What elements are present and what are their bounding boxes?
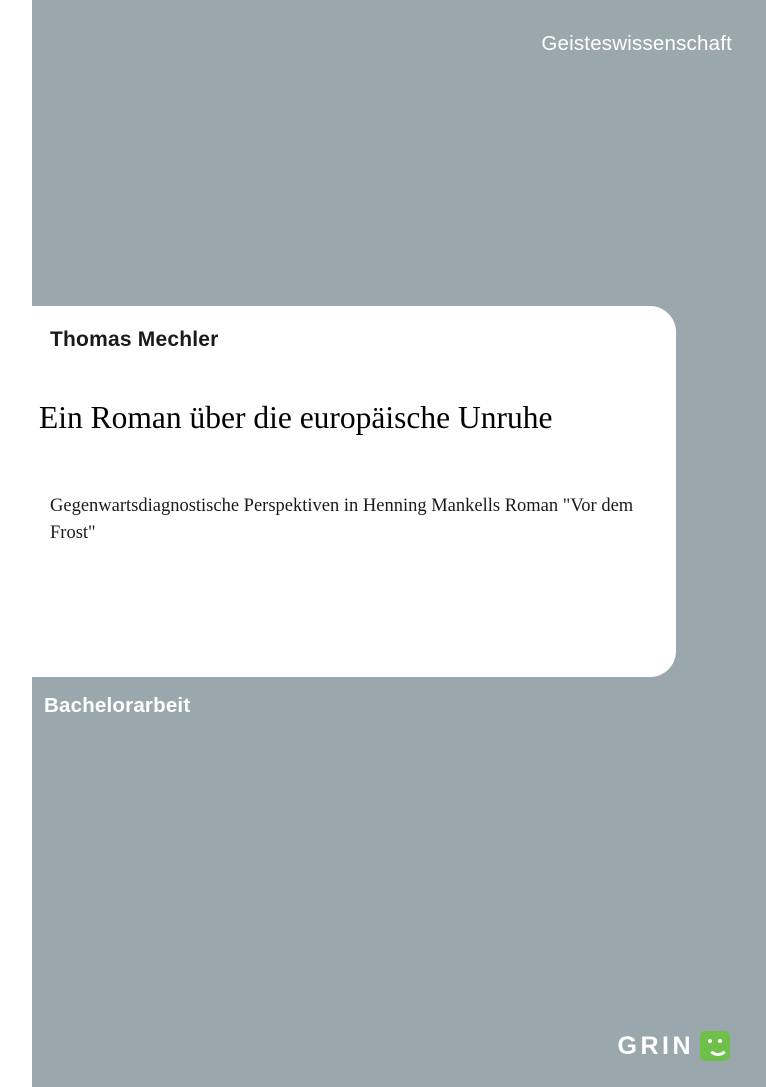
page-title: Ein Roman über die europäische Unruhe: [39, 400, 553, 435]
smiley-mouth-icon: [707, 1044, 729, 1056]
subtitle: Gegenwartsdiagnostische Perspektiven in Henning Mankells Roman "Vor dem Frost": [50, 496, 634, 543]
smiley-eye-left-icon: [708, 1039, 712, 1043]
publisher-name: GRIN: [617, 1031, 694, 1060]
author-name: Thomas Mechler: [50, 328, 219, 351]
document-type-label: Bachelorarbeit: [44, 694, 191, 717]
smiley-eye-right-icon: [718, 1039, 722, 1043]
smiley-icon: [700, 1031, 730, 1061]
discipline-label: Geisteswissenschaft: [541, 32, 732, 55]
publisher-logo: [618, 1031, 731, 1061]
title-card: [0, 306, 676, 677]
